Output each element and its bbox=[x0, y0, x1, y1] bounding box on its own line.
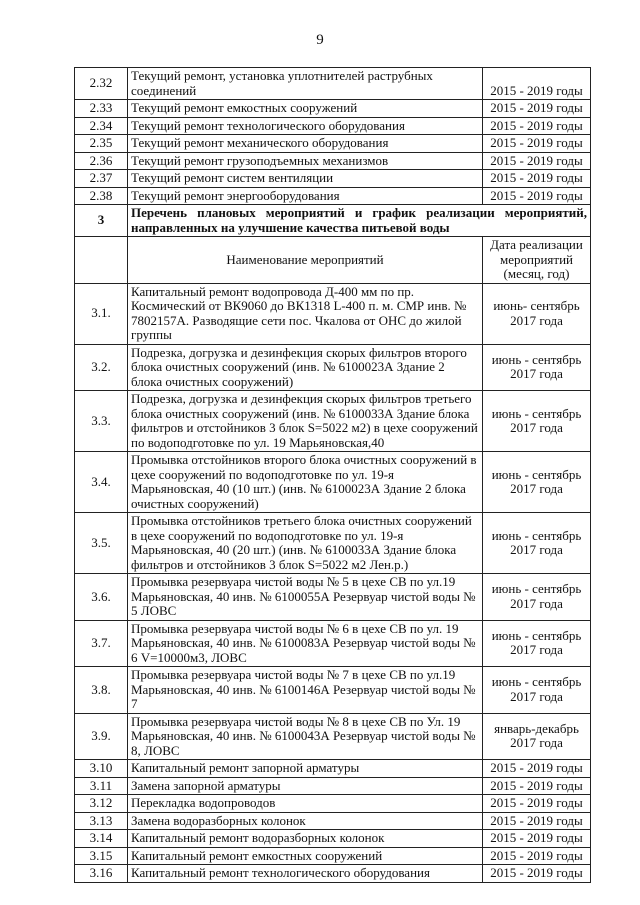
measure-name: Текущий ремонт, установка уплотнителей раструбных соединений bbox=[128, 68, 483, 100]
section-row bbox=[75, 205, 591, 237]
table-row bbox=[75, 452, 591, 513]
row-number: 3.7. bbox=[75, 620, 128, 667]
row-number: 3.5. bbox=[75, 513, 128, 574]
row-number: 3.2. bbox=[75, 344, 128, 391]
row-number: 3.10 bbox=[75, 760, 128, 778]
implementation-period: 2015 - 2019 годы bbox=[483, 812, 591, 830]
row-number: 3.16 bbox=[75, 865, 128, 883]
implementation-period: 2015 - 2019 годы bbox=[483, 100, 591, 118]
row-number: 2.36 bbox=[75, 152, 128, 170]
implementation-period: 2015 - 2019 годы bbox=[483, 777, 591, 795]
table-row bbox=[75, 830, 591, 848]
measure-name: Промывка резервуара чистой воды № 7 в цехе СВ по ул.19 Марьяновская, 40 инв. № 6100146А Резервуар чистой воды № 7 bbox=[128, 667, 483, 714]
implementation-period: июнь - сентябрь 2017 года bbox=[483, 391, 591, 452]
row-number: 2.35 bbox=[75, 135, 128, 153]
implementation-period: 2015 - 2019 годы bbox=[483, 830, 591, 848]
implementation-period: 2015 - 2019 годы bbox=[483, 865, 591, 883]
measure-name: Промывка резервуара чистой воды № 6 в цехе СВ по ул. 19 Марьяновская, 40 инв. № 6100083А Резервуар чистой воды № 6 V=10000м3, ЛОВС bbox=[128, 620, 483, 667]
implementation-period: 2015 - 2019 годы bbox=[483, 170, 591, 188]
measure-name: Промывка резервуара чистой воды № 8 в цехе СВ по Ул. 19 Марьяновская, 40 инв. № 6100043А Резервуар чистой воды № 8, ЛОВС bbox=[128, 713, 483, 760]
row-number: 3.12 bbox=[75, 795, 128, 813]
table-row bbox=[75, 513, 591, 574]
implementation-period: июнь- сентябрь 2017 года bbox=[483, 283, 591, 344]
table-row bbox=[75, 667, 591, 714]
row-number: 2.33 bbox=[75, 100, 128, 118]
measures-table bbox=[74, 67, 591, 883]
measure-name: Замена водоразборных колонок bbox=[128, 812, 483, 830]
implementation-period: июнь - сентябрь 2017 года bbox=[483, 667, 591, 714]
row-number: 2.32 bbox=[75, 68, 128, 100]
table-row bbox=[75, 283, 591, 344]
measure-name: Подрезка, догрузка и дезинфекция скорых фильтров третьего блока очистных сооружений (инв. № 6100033А Здание блока фильтров и отстойников 3 блок S=5022 м2) в цехе сооружений по водоподготовке по ул. 19 Марьяновская,40 bbox=[128, 391, 483, 452]
row-number: 3.11 bbox=[75, 777, 128, 795]
row-number: 3.15 bbox=[75, 847, 128, 865]
measure-name: Текущий ремонт емкостных сооружений bbox=[128, 100, 483, 118]
header-empty-cell bbox=[75, 237, 128, 284]
implementation-period: июнь - сентябрь 2017 года bbox=[483, 452, 591, 513]
implementation-period: июнь - сентябрь 2017 года bbox=[483, 344, 591, 391]
implementation-period: 2015 - 2019 годы bbox=[483, 135, 591, 153]
row-number: 3.14 bbox=[75, 830, 128, 848]
row-number: 3.8. bbox=[75, 667, 128, 714]
implementation-period: 2015 - 2019 годы bbox=[483, 187, 591, 205]
table-row bbox=[75, 344, 591, 391]
row-number: 3.3. bbox=[75, 391, 128, 452]
implementation-period: 2015 - 2019 годы bbox=[483, 117, 591, 135]
table-row bbox=[75, 117, 591, 135]
measures-table-body bbox=[75, 68, 591, 883]
measure-name: Текущий ремонт технологического оборудования bbox=[128, 117, 483, 135]
table-row bbox=[75, 187, 591, 205]
measure-name: Капитальный ремонт водопровода Д-400 мм по пр. Космический от ВК9060 до ВК1318 L-400 п. м. СМР инв. № 7802157А. Разводящие сети пос. Чкалова от ОНС до жилой группы bbox=[128, 283, 483, 344]
implementation-period: июнь - сентябрь 2017 года bbox=[483, 574, 591, 621]
table-row bbox=[75, 574, 591, 621]
table-row bbox=[75, 135, 591, 153]
table-row bbox=[75, 100, 591, 118]
row-number: 3.1. bbox=[75, 283, 128, 344]
table-row bbox=[75, 620, 591, 667]
table-row bbox=[75, 68, 591, 100]
row-number: 2.37 bbox=[75, 170, 128, 188]
measure-name: Капитальный ремонт емкостных сооружений bbox=[128, 847, 483, 865]
implementation-period: 2015 - 2019 годы bbox=[483, 760, 591, 778]
implementation-period: июнь - сентябрь 2017 года bbox=[483, 620, 591, 667]
row-number: 2.34 bbox=[75, 117, 128, 135]
implementation-period: 2015 - 2019 годы bbox=[483, 68, 591, 100]
measure-name: Замена запорной арматуры bbox=[128, 777, 483, 795]
implementation-period: 2015 - 2019 годы bbox=[483, 152, 591, 170]
measure-name: Капитальный ремонт запорной арматуры bbox=[128, 760, 483, 778]
measure-name: Капитальный ремонт технологического оборудования bbox=[128, 865, 483, 883]
implementation-period: июнь - сентябрь 2017 года bbox=[483, 513, 591, 574]
row-number: 3.6. bbox=[75, 574, 128, 621]
implementation-period: 2015 - 2019 годы bbox=[483, 847, 591, 865]
header-name-column: Наименование мероприятий bbox=[128, 237, 483, 284]
table-row bbox=[75, 777, 591, 795]
measure-name: Текущий ремонт энергооборудования bbox=[128, 187, 483, 205]
measure-name: Промывка резервуара чистой воды № 5 в цехе СВ по ул.19 Марьяновская, 40 инв. № 6100055А Резервуар чистой воды № 5 ЛОВС bbox=[128, 574, 483, 621]
row-number: 2.38 bbox=[75, 187, 128, 205]
row-number: 3.13 bbox=[75, 812, 128, 830]
section-number: 3 bbox=[75, 205, 128, 237]
table-row bbox=[75, 812, 591, 830]
measure-name: Текущий ремонт механического оборудования bbox=[128, 135, 483, 153]
measure-name: Капитальный ремонт водоразборных колонок bbox=[128, 830, 483, 848]
section-title: Перечень плановых мероприятий и график реализации мероприятий, направленных на улучшение качества питьевой воды bbox=[128, 205, 591, 237]
page-number: 9 bbox=[316, 32, 324, 48]
row-number: 3.4. bbox=[75, 452, 128, 513]
table-row bbox=[75, 865, 591, 883]
implementation-period: 2015 - 2019 годы bbox=[483, 795, 591, 813]
table-row bbox=[75, 760, 591, 778]
table-row bbox=[75, 847, 591, 865]
implementation-period: январь-декабрь 2017 года bbox=[483, 713, 591, 760]
table-row bbox=[75, 391, 591, 452]
table-row bbox=[75, 170, 591, 188]
row-number: 3.9. bbox=[75, 713, 128, 760]
table-row bbox=[75, 152, 591, 170]
measure-name: Перекладка водопроводов bbox=[128, 795, 483, 813]
measure-name: Промывка отстойников третьего блока очистных сооружений в цехе сооружений по водоподготовке по ул. 19-я Марьяновская, 40 (20 шт.) (инв. № 6100033А Здание блока фильтров и отстойников 3 блок S=5022 м2 Лен.р.) bbox=[128, 513, 483, 574]
measure-name: Промывка отстойников второго блока очистных сооружений в цехе сооружений по водоподготовке по ул. 19-я Марьяновская, 40 (10 шт.) (инв. № 6100023А Здание 2 блока очистных сооружений) bbox=[128, 452, 483, 513]
header-date-column: Дата реализации мероприятий (месяц, год) bbox=[483, 237, 591, 284]
measure-name: Текущий ремонт систем вентиляции bbox=[128, 170, 483, 188]
measure-name: Текущий ремонт грузоподъемных механизмов bbox=[128, 152, 483, 170]
column-header-row bbox=[75, 237, 591, 284]
table-row bbox=[75, 795, 591, 813]
measure-name: Подрезка, догрузка и дезинфекция скорых фильтров второго блока очистных сооружений (инв. № 6100023А Здание 2 блока очистных сооружений) bbox=[128, 344, 483, 391]
table-row bbox=[75, 713, 591, 760]
